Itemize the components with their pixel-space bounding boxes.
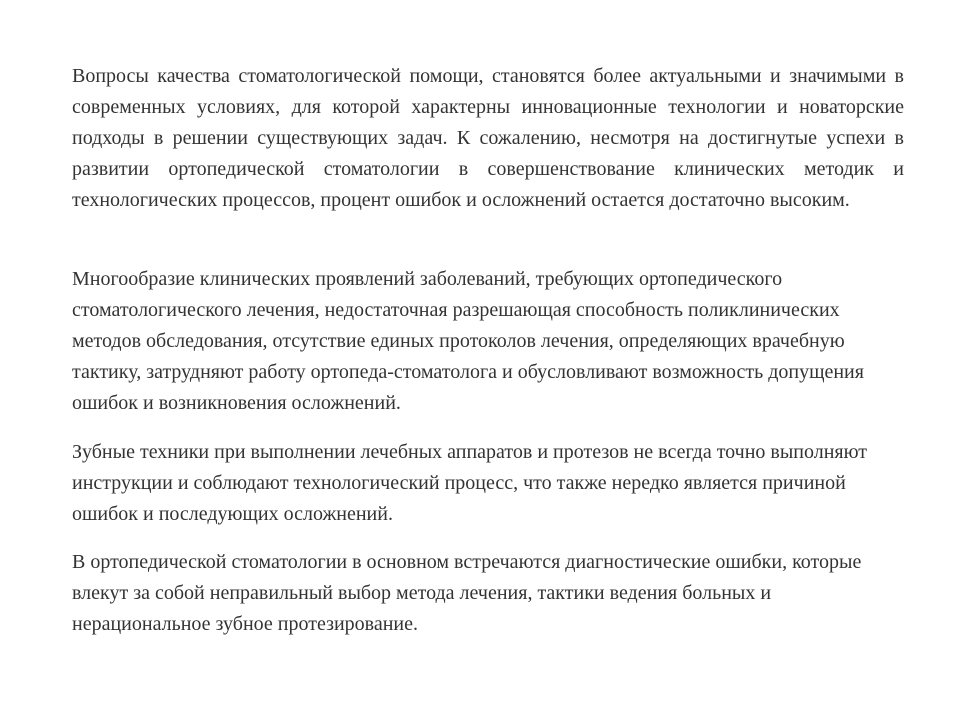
paragraph-dental-technicians: Зубные техники при выполнении лечебных аппаратов и протезов не всегда точно выполняют инструкции и соблюдают технологический процесс, что также нередко является причиной ошибок и последующих осложнений. — [72, 441, 868, 525]
paragraph-diagnostic-errors: В ортопедической стоматологии в основном встречаются диагностические ошибки, которые влекут за собой неправильный выбор метода лечения, тактики ведения больных и нерациональное зубное протезирование. — [72, 551, 862, 635]
paragraph-clinical-manifestations: Многообразие клинических проявлений заболеваний, требующих ортопедического стоматологического лечения, недостаточная разрешающая способность поликлинических методов обследования, отсутствие единых протоколов лечения, определяющих врачебную тактику, затрудняют работу ортопеда-стоматолога и обусловливают возможность допущения ошибок и возникновения осложнений. — [72, 268, 864, 414]
paragraph-quality-of-dental-care: Вопросы качества стоматологической помощи, становятся более актуальными и значимыми в современных условиях, для которой характерны инновационные технологии и новаторские подходы в решении существующих задач. К сожалению, несмотря на достигнутые успехи в развитии ортопедической стоматологии в совершенствование клинических методик и технологических процессов, процент ошибок и осложнений остается достаточно высоким. — [72, 65, 904, 211]
